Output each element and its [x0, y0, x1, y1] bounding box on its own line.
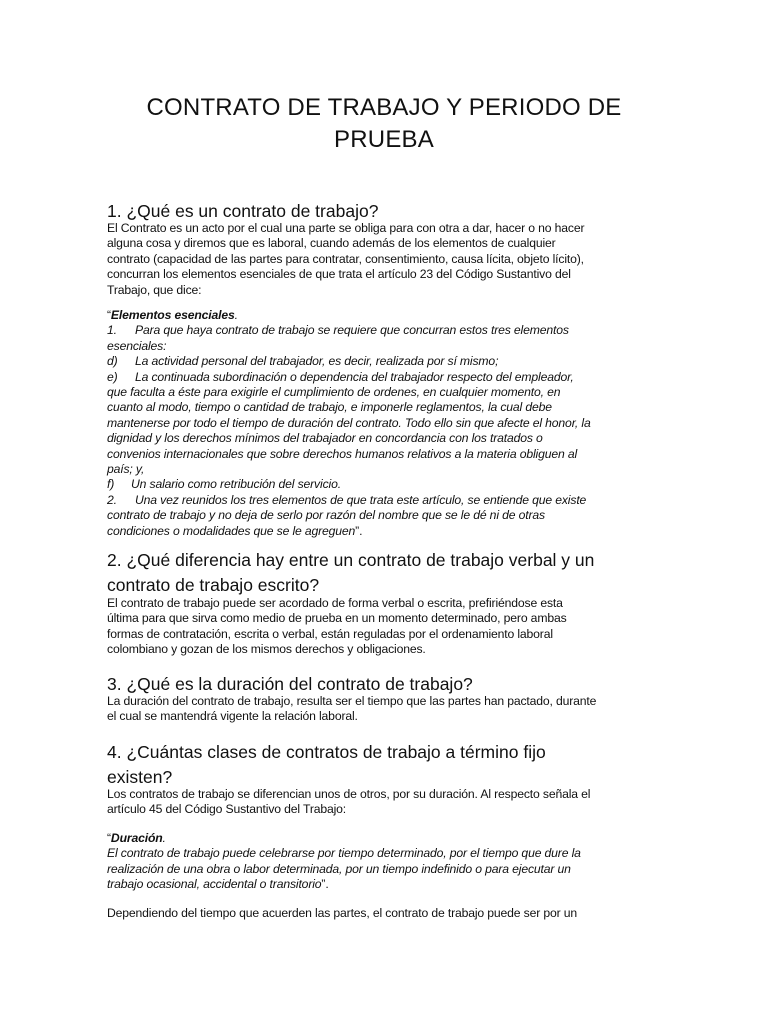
quote-line: trabajo ocasional, accidental o transitorio: [107, 877, 322, 892]
section-1-heading: 1. ¿Qué es un contrato de trabajo?: [107, 201, 379, 221]
title-line-2: PRUEBA: [334, 126, 434, 153]
quote-line: realización de una obra o labor determinada, por un tiempo indefinido o para ejecutar un: [107, 861, 571, 876]
section-2-paragraph: [107, 596, 567, 658]
item-text: esenciales:: [107, 338, 167, 353]
section-3-paragraph: [107, 694, 596, 725]
item-number: 2.: [107, 492, 117, 507]
section-3-heading: 3. ¿Qué es la duración del contrato de trabajo?: [107, 674, 473, 694]
heading-line: contrato de trabajo escrito?: [107, 575, 320, 595]
quote-close-mark: ”.: [321, 877, 329, 892]
text-line: El contrato de trabajo puede ser acordado de forma verbal o escrita, prefiriéndose esta: [107, 596, 563, 610]
heading-line: 4. ¿Cuántas clases de contratos de trabajo a término fijo: [107, 742, 546, 762]
quote-item-e: [107, 370, 591, 385]
quote-close-mark: ”.: [355, 523, 363, 538]
quote-line: El contrato de trabajo puede celebrarse por tiempo determinado, por el tiempo que dure la: [107, 846, 581, 861]
item-text: cuanto al modo, tiempo o cantidad de trabajo, e imponerle reglamentos, la cual debe: [107, 400, 552, 415]
text-line: Trabajo, que dice:: [107, 282, 202, 297]
item-text: país; y,: [107, 462, 145, 477]
text-line: contrato (capacidad de las partes para contratar, consentimiento, causa lícita, objeto lícito),: [107, 251, 584, 266]
item-text: La actividad personal del trabajador, es decir, realizada por sí mismo;: [135, 354, 499, 369]
item-text: Una vez reunidos los tres elementos de que trata este artículo, se entiende que existe: [135, 492, 587, 507]
heading-line: 2. ¿Qué diferencia hay entre un contrato de trabajo verbal y un: [107, 550, 595, 570]
page-title: [60, 92, 708, 156]
text-line: artículo 45 del Código Sustantivo del Trabajo:: [107, 802, 347, 817]
quote-item-f: [107, 477, 591, 492]
item-number: 1.: [107, 323, 117, 338]
quote-head-end: .: [162, 831, 166, 845]
quote-open-mark: “: [107, 308, 111, 322]
section-4-heading: [107, 740, 546, 790]
quote-item-1: [107, 323, 591, 338]
heading-line: existen?: [107, 767, 173, 787]
text-line: última para que sirva como medio de prueba en un momento determinado, pero ambas: [107, 611, 567, 626]
quote-head-end: .: [234, 308, 238, 322]
section-2-heading: [107, 548, 594, 598]
item-text: Un salario como retribución del servicio.: [131, 477, 341, 492]
title-line-1: CONTRATO DE TRABAJO Y PERIODO DE: [146, 94, 622, 121]
item-text: convenios internacionales que sobre derechos humanos relativos a la materia obliguen al: [107, 446, 578, 461]
quote-open-mark: “: [107, 831, 111, 845]
item-number: f): [107, 477, 115, 492]
section-1-paragraph: [107, 221, 584, 298]
item-text: condiciones o modalidades que se le agreguen: [107, 523, 356, 538]
text-line: concurran los elementos esenciales de que trata el artículo 23 del Código Sustantivo del: [107, 267, 571, 282]
quote-item-d: [107, 354, 591, 369]
text-line: Los contratos de trabajo se diferencian unos de otros, por su duración. Al respecto señala el: [107, 787, 591, 801]
text-line: el cual se mantendrá vigente la relación laboral.: [107, 709, 358, 724]
quote-head: Duración: [110, 831, 163, 845]
section-1-quote: [107, 308, 591, 539]
item-text: La continuada subordinación o dependencia del trabajador respecto del empleador,: [135, 369, 574, 384]
text-line: alguna cosa y diremos que es laboral, cuando además de los elementos de cualquier: [107, 236, 556, 251]
quote-heading: [107, 831, 581, 846]
item-text: Para que haya contrato de trabajo se requiere que concurran estos tres elementos: [135, 323, 569, 338]
quote-closing-line: [107, 524, 591, 539]
section-4-paragraph-2: [107, 906, 577, 921]
item-number: e): [107, 369, 118, 384]
text-line: La duración del contrato de trabajo, resulta ser el tiempo que las partes han pactado, durante: [107, 694, 597, 708]
text-line: El Contrato es un acto por el cual una parte se obliga para con otra a dar, hacer o no hacer: [107, 221, 585, 235]
quote-closing-line: [107, 877, 581, 892]
quote-item-2: [107, 493, 591, 508]
section-4-paragraph: [107, 787, 590, 818]
item-text: dignidad y los derechos mínimos del trabajador en concordancia con los tratados o: [107, 431, 543, 446]
text-line: Dependiendo del tiempo que acuerden las partes, el contrato de trabajo puede ser por un: [107, 906, 578, 920]
quote-head: Elementos esenciales: [110, 308, 235, 322]
quote-heading: [107, 308, 591, 323]
text-line: formas de contratación, escrita o verbal, están reguladas por el ordenamiento laboral: [107, 626, 553, 641]
section-4-quote: [107, 831, 581, 893]
item-text: que faculta a éste para exigirle el cumplimiento de ordenes, en cualquier momento, en: [107, 385, 561, 400]
item-number: d): [107, 354, 118, 369]
item-text: mantenerse por todo el tiempo de duración del contrato. Todo ello sin que afecte el honor, la: [107, 415, 591, 430]
item-text: contrato de trabajo y no deja de serlo por razón del nombre que se le dé ni de otras: [107, 508, 545, 523]
text-line: colombiano y gozan de los mismos derechos y obligaciones.: [107, 642, 426, 657]
